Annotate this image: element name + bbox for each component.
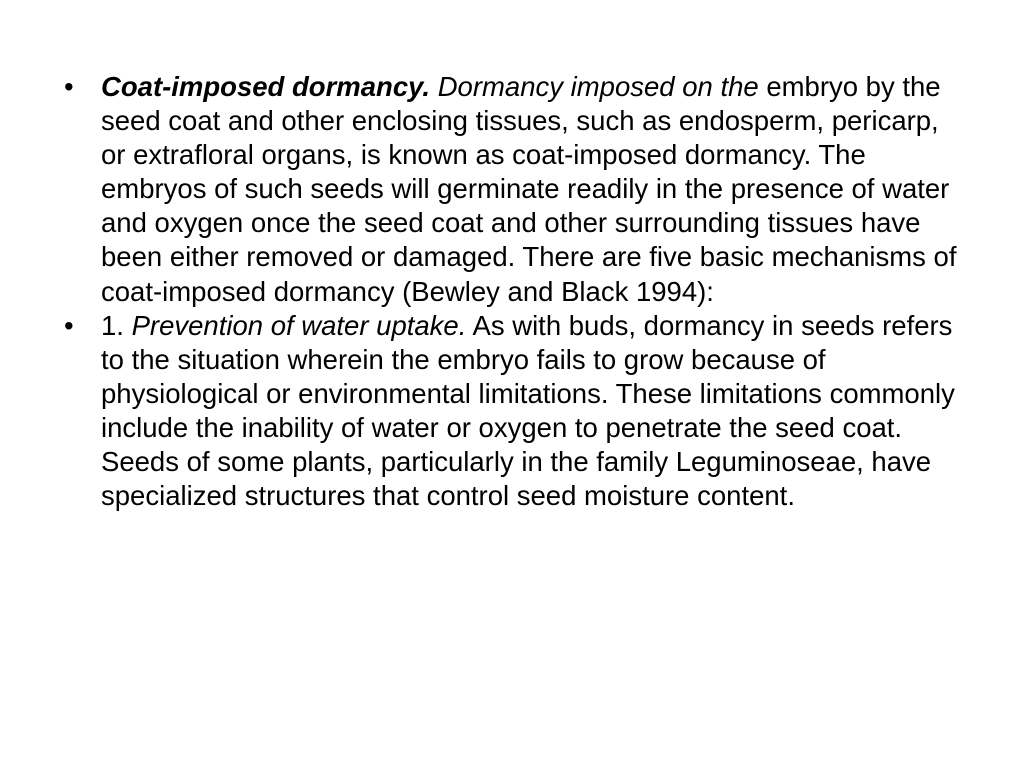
paragraph-body: As with buds, dormancy in seeds refers to the situation wherein the embryo fails to grow because of physiological or environmental limitations. These limitations commonly include the inability of water or oxygen to penetrate the seed coat. Seeds of some plants, particularly in the family Leguminoseae, have specialized structures that control seed moisture content. (101, 309, 955, 512)
paragraph-body: embryo by the seed coat and other enclosing tissues, such as endosperm, pericarp, or extrafloral organs, is known as coat-imposed dormancy. The embryos of such seeds will germinate readily in the presence of water and oxygen once the seed coat and other surrounding tissues have been either removed or damaged. There are five basic mechanisms of coat-imposed dormancy (Bewley and Black 1994): (101, 71, 957, 307)
bullet-item-prevention-of-water-uptake (64, 309, 969, 514)
bullet-list (64, 70, 969, 513)
bullet-icon: • (64, 71, 74, 102)
item-number: 1. (101, 309, 124, 341)
lead-italic-text: Dormancy imposed on the (437, 71, 759, 102)
bullet-item-coat-imposed-dormancy (64, 70, 969, 309)
term-heading: Coat-imposed dormancy. (101, 71, 431, 102)
item-italic-title: Prevention of water uptake. (131, 309, 467, 341)
bullet-icon: • (64, 309, 74, 341)
